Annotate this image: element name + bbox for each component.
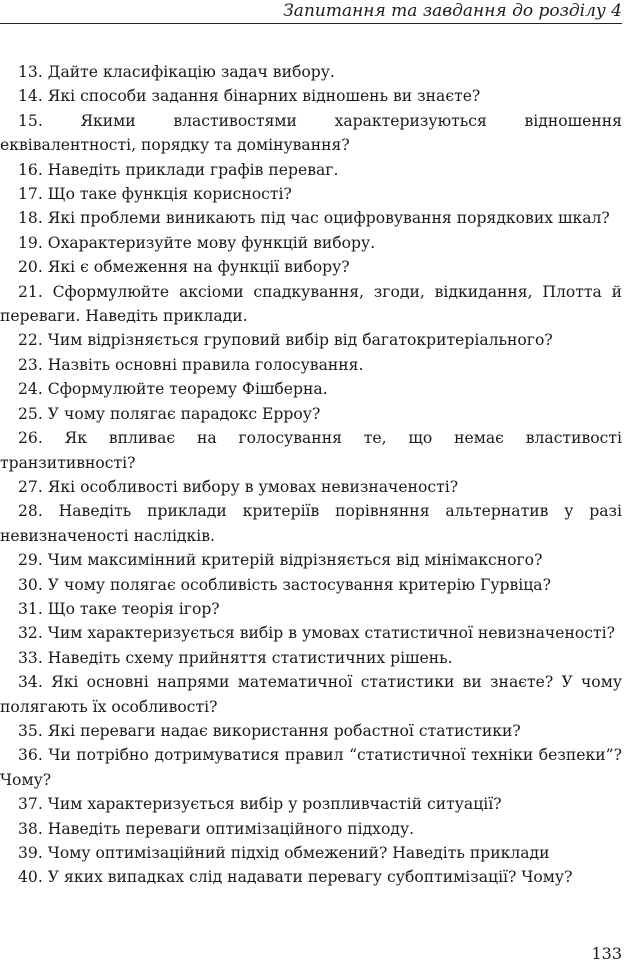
question-number: 14. [18, 87, 43, 106]
question-item [0, 548, 622, 572]
question-number: 37. [18, 795, 43, 814]
question-text: Назвіть основні правила голосування. [47, 355, 364, 374]
question-item [0, 426, 622, 475]
question-item [0, 621, 622, 645]
question-text: Які є обмеження на функції вибору? [47, 258, 350, 277]
question-text: Які способи задання бінарних відношень ви знаєте? [47, 87, 481, 106]
question-number: 18. [18, 209, 43, 228]
question-item [0, 792, 622, 816]
question-item [0, 84, 622, 108]
question-number: 35. [18, 721, 43, 740]
question-item [0, 402, 622, 426]
question-text: Чим максимінний критерій відрізняється від мінімаксного? [47, 551, 543, 570]
question-number: 23. [18, 355, 43, 374]
question-number: 27. [18, 477, 43, 496]
question-text: Що таке теорія ігор? [47, 599, 220, 618]
question-text: Які основні напрями математичної статистики ви знаєте? У чому полягають їх особливості? [0, 673, 622, 716]
question-text: Наведіть схему прийняття статистичних рішень. [47, 648, 453, 667]
question-item [0, 573, 622, 597]
question-item [0, 206, 622, 230]
question-number: 33. [18, 648, 43, 667]
question-number: 36. [18, 746, 43, 765]
question-number: 31. [18, 599, 43, 618]
question-number: 38. [18, 819, 43, 838]
question-list [0, 60, 622, 890]
question-number: 25. [18, 404, 43, 423]
question-item [0, 597, 622, 621]
question-text: Сформулюйте аксіоми спадкування, згоди, відкидання, Плотта й переваги. Наведіть приклади. [0, 282, 622, 326]
question-number: 15. [18, 111, 43, 130]
question-item [0, 475, 622, 499]
question-item [0, 109, 622, 158]
question-item [0, 743, 622, 792]
question-number: 13. [18, 63, 43, 81]
question-item [0, 328, 622, 352]
question-text: Які переваги надає використання робастної статистики? [47, 721, 521, 740]
question-item [0, 353, 622, 377]
question-item [0, 182, 622, 206]
question-text: Охарактеризуйте мову функцій вибору. [47, 233, 376, 252]
question-item [0, 646, 622, 670]
question-item [0, 719, 622, 743]
question-number: 29. [18, 551, 43, 570]
question-item [0, 841, 622, 865]
question-number: 19. [18, 233, 43, 252]
question-text: Як впливає на голосування те, що немає властивості транзитивності? [0, 429, 622, 472]
question-item [0, 499, 622, 548]
question-text: Які особливості вибору в умовах невизначеності? [47, 477, 459, 496]
question-text: Чому оптимізаційний підхід обмежений? Наведіть приклади [47, 844, 550, 862]
question-text: Наведіть приклади графів переваг. [47, 160, 339, 179]
question-text: У чому полягає парадокс Ерроу? [47, 404, 321, 423]
question-item [0, 280, 622, 329]
question-number: 16. [18, 160, 43, 179]
question-number: 28. [18, 502, 43, 521]
question-item [0, 255, 622, 279]
question-number: 26. [18, 429, 43, 448]
question-number: 30. [18, 575, 43, 594]
question-text: У чому полягає особливість застосування критерію Гурвіца? [47, 575, 551, 594]
question-text: Чим характеризується вибір у розпливчастій ситуації? [47, 795, 502, 814]
question-item [0, 670, 622, 719]
question-text: Наведіть переваги оптимізаційного підходу. [47, 819, 415, 838]
question-item [0, 158, 622, 182]
question-number: 32. [18, 624, 43, 643]
running-header [0, 0, 624, 28]
question-number: 17. [18, 185, 43, 204]
question-text: Які проблеми виникають під час оцифровування порядкових шкал? [47, 209, 610, 228]
question-item [0, 60, 622, 84]
question-text: Наведіть приклади критеріїв порівняння альтернатив у разі невизначеності наслідків. [0, 502, 622, 545]
question-text: Якими властивостями характеризуються відношення еквівалентності, порядку та домінування? [0, 111, 622, 155]
question-number: 34. [18, 673, 43, 692]
question-number: 22. [18, 331, 43, 350]
question-text: У яких випадках слід надавати перевагу субоптимізації? Чому? [47, 868, 573, 887]
question-number: 39. [18, 844, 43, 862]
question-item [0, 865, 622, 889]
question-text: Сформулюйте теорему Фішберна. [47, 380, 328, 399]
question-text: Дайте класифікацію задач вибору. [47, 63, 335, 81]
question-number: 20. [18, 258, 43, 277]
question-item [0, 817, 622, 841]
page-number: 133 [591, 944, 622, 963]
header-rule [0, 23, 622, 24]
question-text: Чим відрізняється груповий вибір від багатокритеріального? [47, 331, 553, 350]
question-number: 21. [18, 282, 43, 301]
question-text: Що таке функція корисності? [47, 185, 292, 204]
question-text: Чим характеризується вибір в умовах статистичної невизначеності? [47, 624, 615, 643]
question-number: 40. [18, 868, 43, 887]
question-item [0, 377, 622, 401]
question-text: Чи потрібно дотримуватися правил “статистичної техніки безпеки”? Чому? [0, 746, 622, 789]
question-number: 24. [18, 380, 43, 399]
question-item [0, 231, 622, 255]
running-title: Запитання та завдання до розділу 4 [277, 0, 622, 22]
